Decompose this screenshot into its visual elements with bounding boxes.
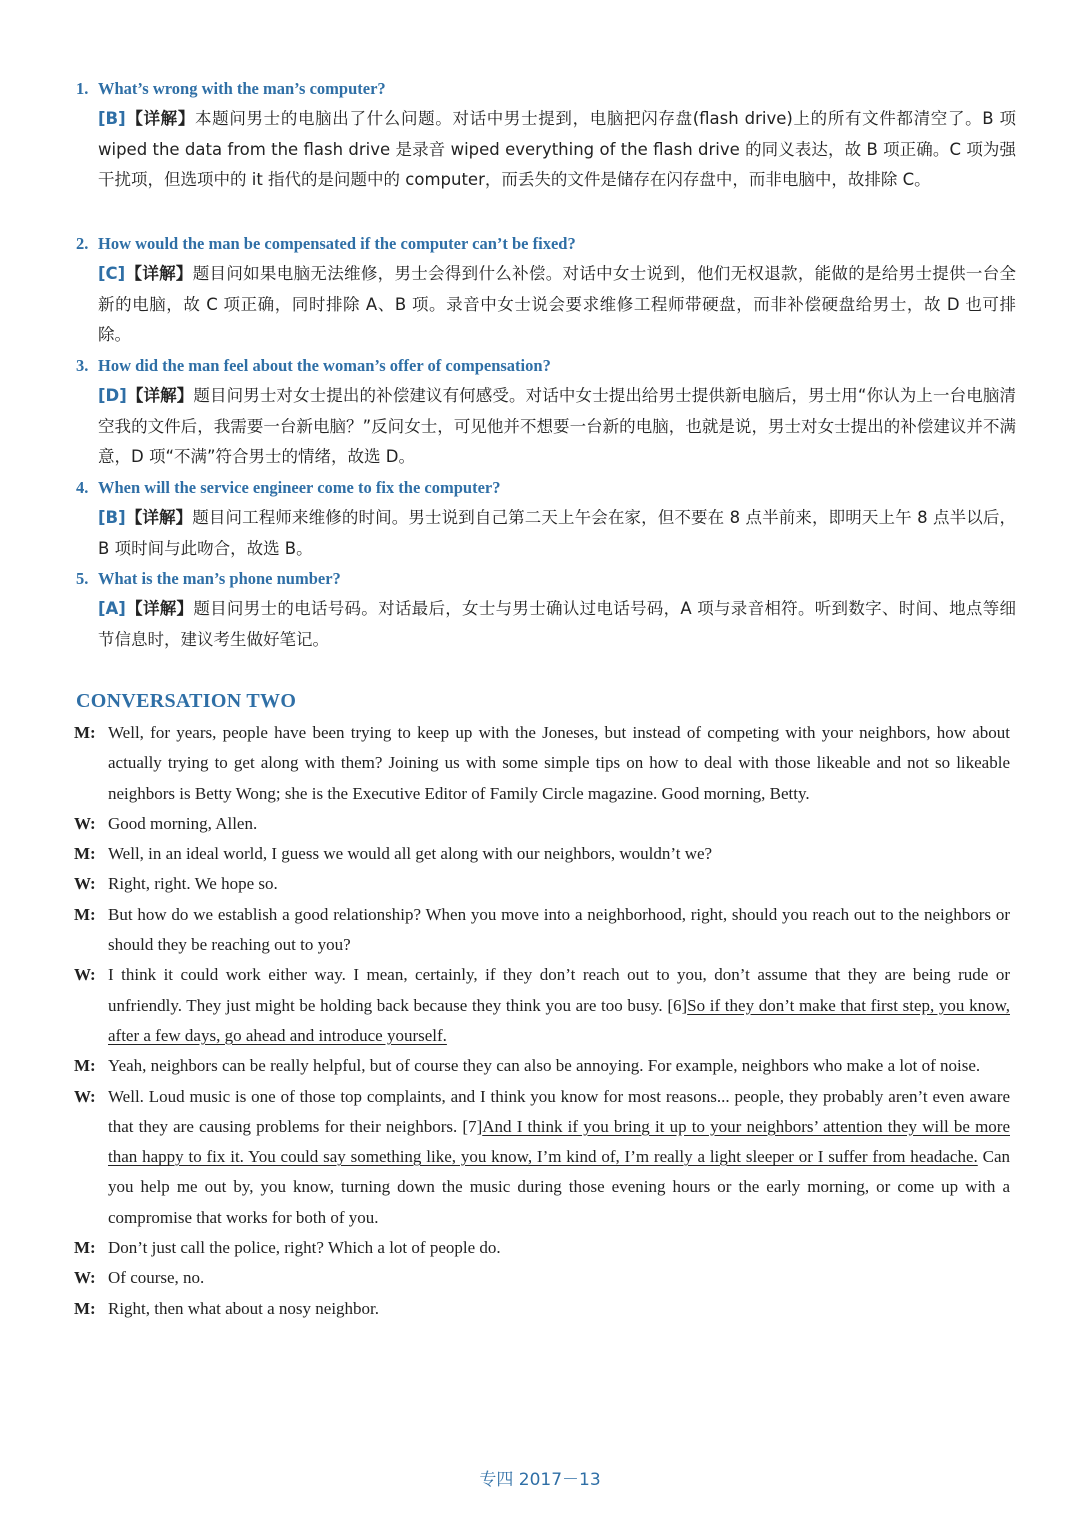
conversation-title: CONVERSATION TWO bbox=[76, 690, 297, 712]
dialogue-turn bbox=[74, 1263, 1010, 1293]
dialogue-text: Yeah, neighbors can be really helpful, but of course they can also be annoying. For example, neighbors who make a lot of noise. bbox=[108, 1056, 981, 1076]
question-text: What is the man’s phone number? bbox=[98, 569, 341, 588]
underlined-answer-text: So if they don’t make that first step, you know, after a few days, go ahead and introduce yourself. bbox=[108, 995, 1010, 1045]
answer-explanation bbox=[98, 381, 1016, 473]
dialogue-text: Well, for years, people have been trying to keep up with the Joneses, but instead of competing with your neighbors, how about actually trying to get along with them? Joining us with some simple tips on how to deal with those likeable and not so likeable neighbors is Betty Wong; she is the Executive Editor of Family Circle magazine. Good morning, Betty. bbox=[108, 723, 1010, 803]
underlined-answer-text: And I think if you bring it up to your neighbors’ attention they will be more than happy to fix it. You could say something like, you know, I’m kind of, I’m really a light sleeper or I suffer from headache. bbox=[108, 1116, 1010, 1167]
speaker-label: M: bbox=[74, 723, 96, 742]
dialogue-text: But how do we establish a good relationship? When you move into a neighborhood, right, should you reach out to the neighbors or should they be reaching out to you? bbox=[108, 904, 1010, 955]
dialogue-turn bbox=[74, 839, 1010, 869]
speaker-label: M: bbox=[74, 904, 96, 924]
dialogue-turn bbox=[74, 900, 1010, 961]
question-number: 4. bbox=[76, 478, 89, 497]
explanation-text: 本题问男士的电脑出了什么问题。对话中男士提到，电脑把闪存盘(flash drive)上的所有文件都清空了。B 项 wiped the data from the flash drive 是录音 wiped everything of the flash drive 的同义表达，故 B 项正确。C 项为强干扰项，但选项中的 it 指代的是问题中的 computer，而丢失的文件是储存在闪存盘中，而非电脑中，故排除 C。 bbox=[98, 109, 1017, 189]
question-number: 1. bbox=[76, 79, 89, 98]
dialogue-turn bbox=[74, 960, 1010, 1051]
answer-explanation bbox=[98, 503, 1016, 564]
question-number: 3. bbox=[76, 356, 89, 375]
dialogue-text: Right, then what about a nosy neighbor. bbox=[108, 1298, 380, 1318]
question-3 bbox=[76, 355, 1016, 473]
question-text: When will the service engineer come to fix the computer? bbox=[98, 478, 501, 497]
speaker-label: M: bbox=[74, 1298, 96, 1318]
question-5 bbox=[76, 568, 1016, 655]
dialogue-turn bbox=[74, 1294, 1010, 1324]
question-title bbox=[76, 477, 1016, 499]
explanation-tag: 【详解】 bbox=[125, 264, 193, 283]
question-2 bbox=[76, 233, 1016, 351]
question-number: 5. bbox=[76, 569, 89, 588]
explanation-text: 题目问男士对女士提出的补偿建议有何感受。对话中女士提出给男士提供新电脑后，男士用“你认为上一台电脑清空我的文件后，我需要一台新电脑？”反问女士，可见他并不想要一台新的电脑，也就是说，男士对女士提出的补偿建议并不满意，D 项“不满”符合男士的情绪，故选 D。 bbox=[98, 386, 1016, 466]
explanation-text: 题目问如果电脑无法维修，男士会得到什么补偿。对话中女士说到，他们无权退款，能做的是给男士提供一台全新的电脑，故 C 项正确，同时排除 A、B 项。录音中女士说会要求维修工程师带硬盘，而非补偿硬盘给男士，故 D 也可排除。 bbox=[98, 264, 1017, 344]
speaker-label: W: bbox=[74, 874, 96, 894]
dialogue-text: Right, right. We hope so. bbox=[108, 874, 278, 894]
answer-explanation bbox=[98, 594, 1016, 655]
answer-key: [D] bbox=[98, 386, 127, 405]
speaker-label: W: bbox=[74, 1086, 96, 1106]
dialogue-text: Well. Loud music is one of those top complaints, and I think you know for most reasons... people, they probably aren’t even aware that they are causing problems for their neighbors. bbox=[108, 1086, 1010, 1136]
speaker-label: W: bbox=[74, 1268, 96, 1288]
page-footer: 专四 2017－13 bbox=[479, 1470, 601, 1490]
question-1 bbox=[76, 78, 1016, 196]
dialogue-text: [6] bbox=[667, 995, 688, 1015]
dialogue-turn bbox=[74, 1051, 1010, 1081]
question-title bbox=[76, 355, 1016, 377]
explanation-text: 题目问工程师来维修的时间。男士说到自己第二天上午会在家，但不要在 8 点半前来，即明天上午 8 点半以后，B 项时间与此吻合，故选 B。 bbox=[98, 508, 1016, 558]
speaker-label: M: bbox=[74, 844, 96, 864]
explanation-text: 题目问男士的电话号码。对话最后，女士与男士确认过电话号码，A 项与录音相符。听到数字、时间、地点等细节信息时，建议考生做好笔记。 bbox=[98, 599, 1016, 649]
answer-key: [A] bbox=[98, 599, 126, 618]
question-text: How would the man be compensated if the computer can’t be fixed? bbox=[98, 234, 576, 253]
answer-explanation bbox=[98, 104, 1016, 196]
question-text: How did the man feel about the woman’s offer of compensation? bbox=[98, 356, 551, 375]
answer-key: [B] bbox=[98, 109, 126, 128]
dialogue-text: Good morning, Allen. bbox=[108, 813, 258, 833]
explanation-tag: 【详解】 bbox=[125, 508, 193, 527]
question-title bbox=[76, 78, 1016, 100]
dialogue-turn bbox=[74, 869, 1010, 899]
speaker-label: M: bbox=[74, 1056, 96, 1076]
dialogue-text: Don’t just call the police, right? Which a lot of people do. bbox=[108, 1238, 501, 1258]
speaker-label: M: bbox=[74, 1238, 96, 1258]
dialogue-turn bbox=[74, 1082, 1010, 1233]
dialogue-text: I think it could work either way. I mean, certainly, if they don’t reach out to you, don’t assume that they are being rude or unfriendly. They just might be holding back because they think you are too busy. bbox=[108, 965, 1010, 1015]
speaker-label: W: bbox=[74, 965, 96, 985]
explanation-tag: 【详解】 bbox=[125, 599, 194, 618]
dialogue-turn bbox=[74, 809, 1010, 839]
dialogue-turn bbox=[74, 1233, 1010, 1263]
question-text: What’s wrong with the man’s computer? bbox=[98, 79, 386, 98]
dialogue-text: Well, in an ideal world, I guess we would all get along with our neighbors, wouldn’t we? bbox=[108, 844, 713, 864]
dialogue-turn bbox=[74, 718, 1010, 809]
dialogue-text: Of course, no. bbox=[108, 1268, 205, 1288]
dialogue-text: [7] bbox=[462, 1116, 483, 1136]
explanation-tag: 【详解】 bbox=[126, 386, 194, 405]
answer-key: [B] bbox=[98, 508, 126, 527]
dialogue-transcript bbox=[74, 718, 1010, 1324]
answer-key: [C] bbox=[98, 264, 126, 283]
question-title bbox=[76, 568, 1016, 590]
answer-explanation bbox=[98, 259, 1016, 351]
question-number: 2. bbox=[76, 234, 89, 253]
question-4 bbox=[76, 477, 1016, 564]
question-title bbox=[76, 233, 1016, 255]
dialogue-text: Can you help me out by, you know, turning down the music during those evening hours or the early morning, or come up with a compromise that works for both of you. bbox=[108, 1147, 1010, 1227]
speaker-label: W: bbox=[74, 813, 96, 833]
explanation-tag: 【详解】 bbox=[125, 109, 195, 128]
